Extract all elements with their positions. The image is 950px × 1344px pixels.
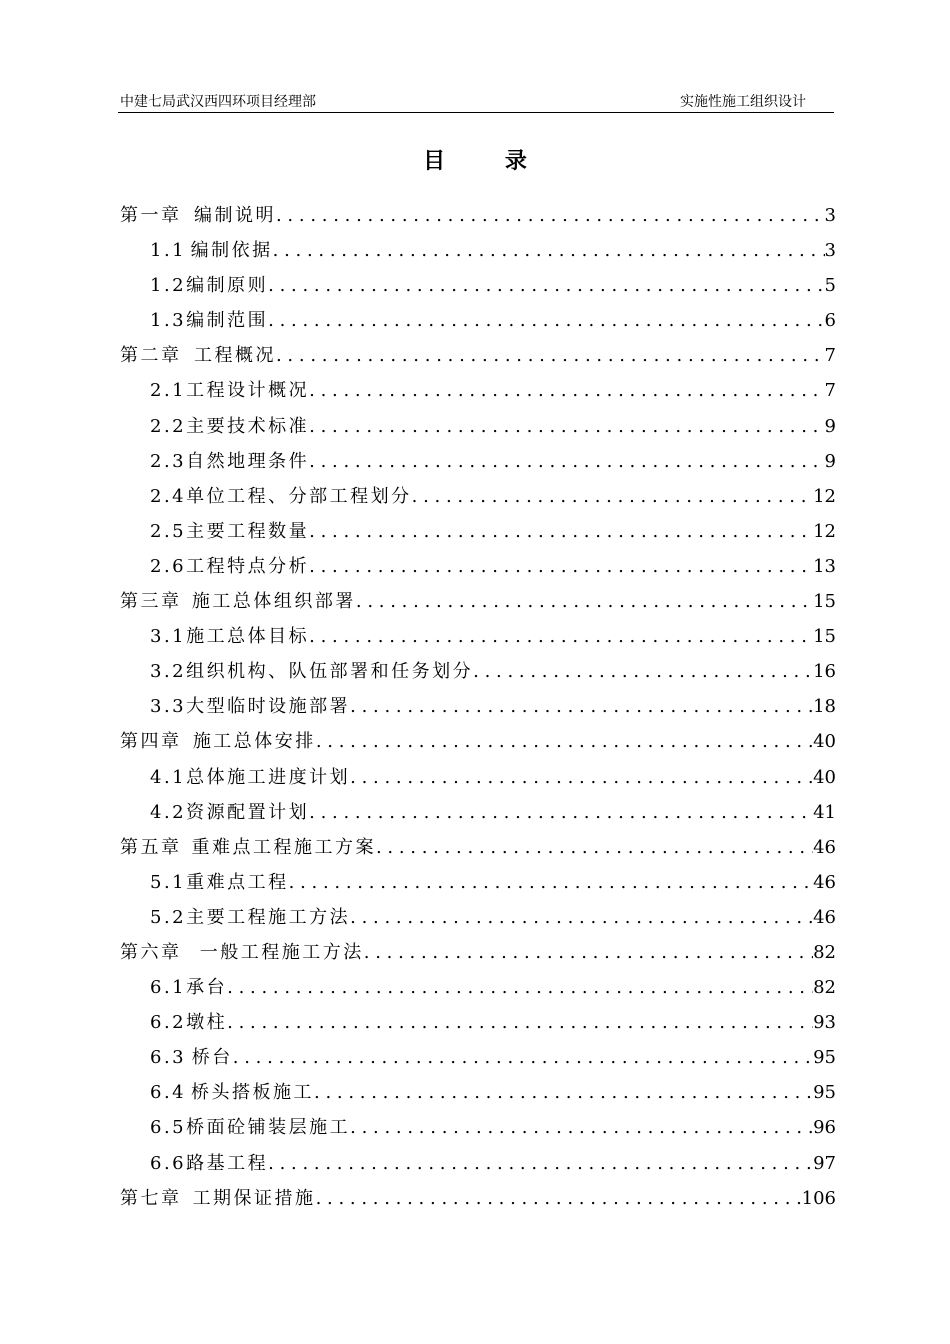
- toc-section-entry[interactable]: [120, 444, 836, 479]
- toc-entry-page-number: 16: [813, 661, 836, 683]
- toc-entry-page-number: 82: [813, 977, 836, 999]
- toc-entry-number: 1.2: [150, 275, 187, 297]
- toc-entry-number: 6.2: [150, 1012, 187, 1034]
- toc-chapter-entry[interactable]: [120, 198, 836, 233]
- toc-entry-number: 4.2: [150, 801, 187, 823]
- toc-dot-leader: [268, 268, 824, 303]
- toc-entry-page-number: 13: [813, 555, 836, 577]
- toc-entry-page-number: 3: [824, 240, 836, 262]
- toc-entry-number: 2.3: [150, 450, 187, 472]
- toc-entry-page-number: 7: [824, 345, 836, 367]
- toc-entry-title: 重难点工程: [186, 871, 289, 893]
- toc-entry-number: 第五章: [120, 836, 182, 858]
- toc-entry-number: 6.6: [150, 1152, 187, 1174]
- toc-section-entry[interactable]: [120, 549, 836, 584]
- toc-section-entry[interactable]: [120, 865, 836, 900]
- toc-section-entry[interactable]: [120, 1146, 836, 1181]
- toc-chapter-entry[interactable]: [120, 584, 836, 619]
- toc-chapter-entry[interactable]: [120, 830, 836, 865]
- toc-entry-title: 工期保证措施: [192, 1187, 316, 1209]
- toc-entry-page-number: 95: [813, 1082, 836, 1104]
- toc-entry-number: 第二章: [120, 345, 182, 367]
- toc-entry-page-number: 46: [813, 871, 836, 893]
- toc-dot-leader: [316, 724, 813, 759]
- toc-entry-page-number: 97: [813, 1152, 836, 1174]
- toc-dot-leader: [276, 198, 825, 233]
- toc-entry-number: 第七章: [120, 1187, 182, 1209]
- toc-dot-leader: [350, 900, 813, 935]
- toc-dot-leader: [412, 479, 813, 514]
- toc-dot-leader: [309, 444, 824, 479]
- toc-entry-title: 路基工程: [186, 1152, 269, 1174]
- toc-entry-page-number: 5: [824, 275, 836, 297]
- toc-dot-leader: [473, 654, 813, 689]
- toc-entry-page-number: 46: [813, 836, 836, 858]
- toc-entry-page-number: 9: [824, 450, 836, 472]
- toc-entry-title: 主要工程数量: [186, 520, 310, 542]
- toc-entry-number: 5.1: [150, 871, 187, 893]
- toc-entry-title: 施工总体目标: [186, 626, 310, 648]
- toc-entry-title: 总体施工进度计划: [186, 766, 351, 788]
- toc-entry-title: 组织机构、队伍部署和任务划分: [186, 661, 474, 683]
- toc-entry-number: 2.6: [150, 555, 187, 577]
- toc-entry-number: 6.4: [150, 1082, 187, 1104]
- toc-entry-page-number: 7: [824, 380, 836, 402]
- toc-dot-leader: [268, 303, 824, 338]
- toc-section-entry[interactable]: [120, 409, 836, 444]
- toc-section-entry[interactable]: [120, 1040, 836, 1075]
- toc-chapter-entry[interactable]: [120, 338, 836, 373]
- header-document-title: 实施性施工组织设计: [680, 94, 806, 110]
- toc-entry-title: 桥头搭板施工: [191, 1082, 315, 1104]
- toc-entry-title: 编制说明: [193, 205, 276, 226]
- toc-chapter-entry[interactable]: [120, 935, 836, 970]
- toc-entry-page-number: 40: [813, 731, 836, 753]
- toc-entry-title: 一般工程施工方法: [199, 941, 364, 963]
- toc-entry-number: 1.1: [150, 240, 187, 262]
- toc-section-entry[interactable]: [120, 760, 836, 795]
- toc-section-entry[interactable]: [120, 1110, 836, 1145]
- toc-section-entry[interactable]: [120, 479, 836, 514]
- toc-entry-number: 3.2: [150, 661, 187, 683]
- toc-entry-title: 工程设计概况: [186, 380, 310, 402]
- toc-entry-title: 工程概况: [193, 345, 276, 367]
- toc-entry-title: 大型临时设施部署: [186, 696, 351, 718]
- toc-chapter-entry[interactable]: [120, 724, 836, 759]
- toc-entry-page-number: 12: [813, 520, 836, 542]
- toc-section-entry[interactable]: [120, 619, 836, 654]
- toc-title: 目 录: [423, 149, 553, 174]
- toc-entry-number: 第六章: [120, 941, 182, 963]
- page-header: [118, 90, 834, 113]
- toc-section-entry[interactable]: [120, 900, 836, 935]
- toc-chapter-entry[interactable]: [120, 1181, 836, 1216]
- toc-dot-leader: [376, 830, 813, 865]
- toc-entry-title: 自然地理条件: [186, 450, 310, 472]
- toc-entry-title: 重难点工程施工方案: [191, 836, 376, 858]
- toc-entry-number: 5.2: [150, 906, 187, 928]
- toc-entry-number: 1.3: [150, 310, 187, 332]
- toc-entry-number: 2.4: [150, 485, 187, 507]
- toc-dot-leader: [316, 1181, 802, 1216]
- toc-entry-number: 3.3: [150, 696, 187, 718]
- toc-dot-leader: [309, 619, 813, 654]
- toc-entry-page-number: 82: [813, 941, 836, 963]
- toc-entry-title: 工程特点分析: [186, 555, 310, 577]
- toc-entry-number: 4.1: [150, 766, 187, 788]
- toc-dot-leader: [309, 549, 813, 584]
- toc-entry-number: 2.2: [150, 415, 187, 437]
- toc-entry-page-number: 12: [813, 485, 836, 507]
- toc-section-entry[interactable]: [120, 1075, 836, 1110]
- toc-section-entry[interactable]: [120, 373, 836, 408]
- toc-dot-leader: [289, 865, 813, 900]
- toc-entry-number: 第一章: [120, 205, 182, 226]
- toc-entry-page-number: 96: [813, 1117, 836, 1139]
- toc-section-entry[interactable]: [120, 970, 836, 1005]
- toc-entry-page-number: 46: [813, 906, 836, 928]
- toc-dot-leader: [309, 409, 824, 444]
- toc-entry-title: 桥台: [191, 1047, 233, 1069]
- toc-entry-page-number: 41: [813, 801, 836, 823]
- toc-dot-leader: [276, 338, 825, 373]
- toc-dot-leader: [350, 689, 813, 724]
- toc-entry-title: 主要技术标准: [186, 415, 310, 437]
- toc-entry-page-number: 93: [813, 1012, 836, 1034]
- header-organization: 中建七局武汉西四环项目经理部: [120, 94, 316, 110]
- toc-section-entry[interactable]: [120, 654, 836, 689]
- toc-entry-page-number: 95: [813, 1047, 836, 1069]
- toc-entry-page-number: 6: [824, 310, 836, 332]
- toc-entry-title: 墩柱: [186, 1012, 228, 1034]
- toc-entry-title: 资源配置计划: [186, 801, 310, 823]
- toc-section-entry[interactable]: [120, 795, 836, 830]
- toc-section-entry[interactable]: [120, 1005, 836, 1040]
- toc-dot-leader: [314, 1075, 813, 1110]
- toc-entry-number: 第四章: [120, 731, 182, 753]
- toc-entry-page-number: 9: [824, 415, 836, 437]
- toc-dot-leader: [364, 935, 813, 970]
- toc-entry-page-number: 15: [813, 626, 836, 648]
- toc-entry-title: 主要工程施工方法: [186, 906, 351, 928]
- toc-entry-page-number: 40: [813, 766, 836, 788]
- toc-entry-page-number: 3: [824, 205, 836, 226]
- toc-section-entry[interactable]: [120, 233, 836, 268]
- toc-entry-title: 编制范围: [186, 310, 269, 332]
- toc-entry-title: 编制原则: [186, 275, 269, 297]
- toc-entry-page-number: 106: [801, 1187, 836, 1209]
- toc-dot-leader: [268, 1146, 813, 1181]
- toc-entry-title: 桥面砼铺装层施工: [186, 1117, 351, 1139]
- toc-dot-leader: [356, 584, 813, 619]
- toc-dot-leader: [273, 233, 825, 268]
- toc-section-entry[interactable]: [120, 268, 836, 303]
- toc-entry-title: 单位工程、分部工程划分: [186, 485, 412, 507]
- toc-entry-page-number: 15: [813, 591, 836, 613]
- toc-dot-leader: [350, 760, 813, 795]
- toc-entry-number: 第三章: [120, 591, 182, 613]
- toc-entry-page-number: 18: [813, 696, 836, 718]
- toc-entry-number: 3.1: [150, 626, 187, 648]
- toc-section-entry[interactable]: [120, 689, 836, 724]
- toc-dot-leader: [233, 1040, 813, 1075]
- toc-dot-leader: [227, 1005, 813, 1040]
- toc-entry-number: 2.5: [150, 520, 187, 542]
- toc-entry-title: 施工总体组织部署: [191, 591, 356, 613]
- toc-entry-number: 6.5: [150, 1117, 187, 1139]
- toc-entry-title: 施工总体安排: [192, 731, 316, 753]
- toc-entry-number: 6.3: [150, 1047, 187, 1069]
- toc-dot-leader: [227, 970, 813, 1005]
- toc-dot-leader: [350, 1110, 813, 1145]
- toc-entry-title: 承台: [186, 977, 228, 999]
- toc-dot-leader: [309, 373, 824, 408]
- toc-entry-title: 编制依据: [190, 240, 273, 262]
- toc-section-entry[interactable]: [120, 514, 836, 549]
- toc-section-entry[interactable]: [120, 303, 836, 338]
- toc-dot-leader: [309, 795, 813, 830]
- table-of-contents: [120, 198, 836, 1216]
- toc-entry-number: 2.1: [150, 380, 187, 402]
- toc-entry-number: 6.1: [150, 977, 187, 999]
- toc-dot-leader: [309, 514, 813, 549]
